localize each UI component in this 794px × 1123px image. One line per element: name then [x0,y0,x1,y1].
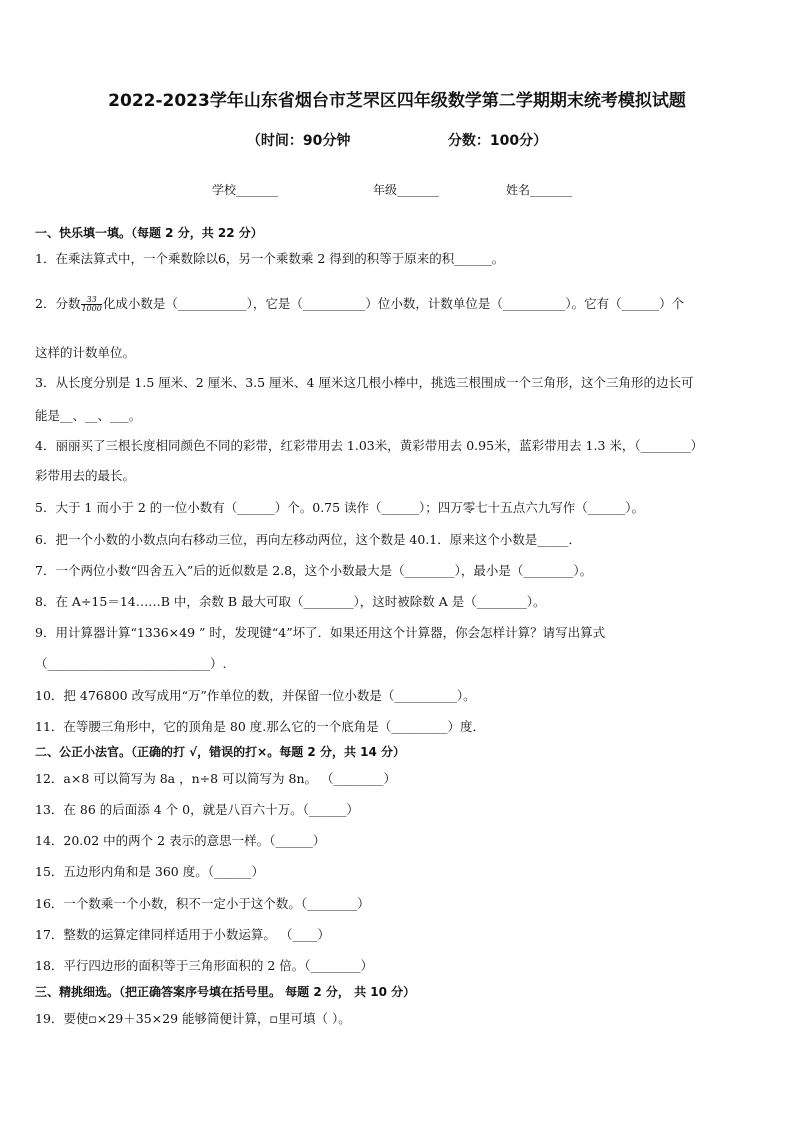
question-14: 14．20.02 中的两个 2 表示的意思一样。（______） [35,833,326,848]
name-field: 姓名_______ [506,183,573,197]
question-2 [35,296,764,313]
exam-time-score: （时间：90分钟 分数：100分） [246,133,548,149]
fraction-numerator: 33 [81,296,101,305]
question-10: 10．把 476800 改写成用“万”作单位的数，并保留一位小数是（__________）。 [35,688,476,703]
section-2-heading: 二、公正小法官。（正确的打 √，错误的打×。每题 2 分，共 14 分） [35,745,405,759]
school-field: 学校_______ [212,183,279,197]
question-9-continued: （__________________________）. [35,656,227,671]
question-16: 16．一个数乘一个小数，积不一定小于这个数。（________） [35,896,370,911]
section-1-heading: 一、快乐填一填。（每题 2 分，共 22 分） [35,226,263,240]
question-11: 11．在等腰三角形中，它的顶角是 80 度.那么它的一个底角是（_________）度． [35,719,485,734]
question-7: 7．一个两位小数“四舍五入”后的近似数是 2.8，这个小数最大是（________），最小是（________）。 [35,563,593,578]
grade-field: 年级_______ [373,183,440,197]
question-18: 18．平行四边形的面积等于三角形面积的 2 倍。（________） [35,958,374,973]
question-15: 15．五边形内角和是 360 度。（______） [35,864,264,879]
question-9: 9．用计算器计算“1336×49 ” 时，发现键“4”坏了．如果还用这个计算器，你会怎样计算？请写出算式 [35,625,606,640]
question-17: 17．整数的运算定律同样适用于小数运算。 （____） [35,927,330,942]
question-12: 12．a×8 可以简写为 8a ，n÷8 可以简写为 8n。 （________） [35,771,397,786]
question-2-continued: 这样的计数单位。 [35,345,136,360]
section-3-heading: 三、精挑细选。（把正确答案序号填在括号里。 每题 2 分， 共 10 分） [35,985,416,999]
question-4-continued: 彩带用去的最长。 [35,468,136,483]
question-2-prefix: 2．分数 [35,296,81,311]
question-19: 19．要使▫×29＋35×29 能够简便计算，▫里可填（ ）。 [35,1011,351,1026]
question-8: 8．在 A÷15＝14……B 中，余数 B 最大可取（________），这时被除数 A 是（________）。 [35,594,546,609]
question-1: 1．在乘法算式中，一个乘数除以6，另一个乘数乘 2 得到的积等于原来的积______。 [35,251,505,266]
question-3-continued: 能是__、__、___。 [35,408,142,423]
question-5: 5．大于 1 而小于 2 的一位小数有（______）个。0.75 读作（______）；四万零七十五点六九写作（______）。 [35,500,645,515]
page-title: 2022-2023学年山东省烟台市芝罘区四年级数学第二学期期末统考模拟试题 [108,91,686,111]
fraction-denominator: 1000 [81,304,102,313]
question-2-text: 化成小数是（___________），它是（__________）位小数，计数单位是（__________）。它有（______）个 [102,296,685,311]
question-6: 6．把一个小数的小数点向右移动三位，再向左移动两位，这个数是 40.1．原来这个小数是_____． [35,532,582,547]
question-13: 13．在 86 的后面添 4 个 0，就是八百六十万。（______） [35,802,359,817]
question-3: 3．从长度分别是 1.5 厘米、2 厘米、3.5 厘米、4 厘米这几根小棒中，挑选三根围成一个三角形，这个三角形的边长可 [35,375,694,390]
fraction [81,296,101,313]
question-4: 4．丽丽买了三根长度相同颜色不同的彩带，红彩带用去 1.03米，黄彩带用去 0.95米，蓝彩带用去 1.3 米，（________） [35,438,704,453]
